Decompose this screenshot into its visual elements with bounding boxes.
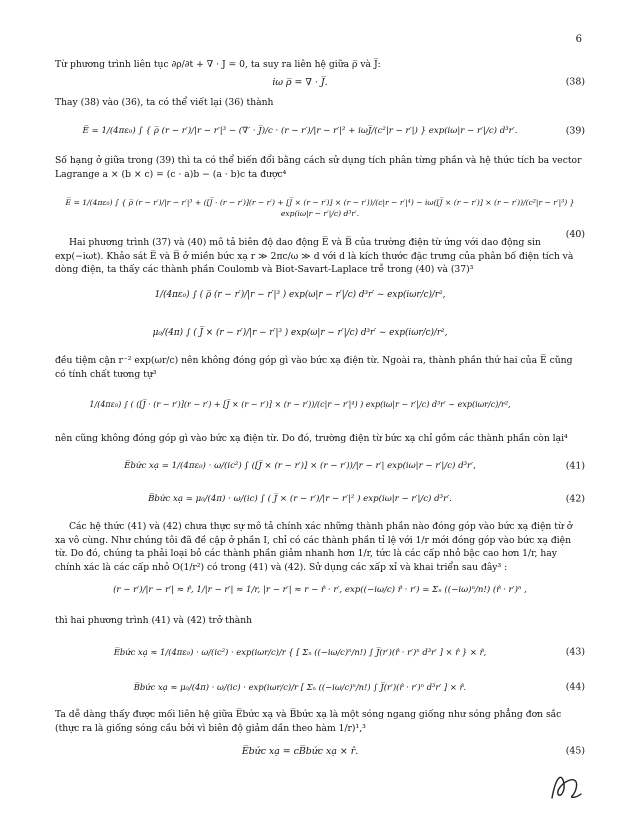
equation-coulomb-expr: 1/(4πε₀) ∫ ( ρ̅ (r − r′)/|r − r′|³ ) exp(ω|r − r′|/c) d³r′ ∼ exp(iωr/c)/r², <box>154 290 446 300</box>
equation-38-expr: iω ρ̅ = ∇ · J̅. <box>272 76 328 88</box>
equation-45 <box>55 740 585 762</box>
equation-43 <box>55 632 585 672</box>
paragraph-substitute: Thay (38) vào (36), ta có thể viết lại (36) thành <box>55 97 274 108</box>
paragraph-continuity: Từ phương trình liên tục ∂ρ/∂t + ∇ · J = 0, ta suy ra liên hệ giữa ρ̅ và J̅: <box>55 59 381 70</box>
paragraph-radiation-zone: Hai phương trình (37) và (40) mô tả biên độ dao động E̅ và B̅ của trường điện từ ứng với dao động sin exp(−iωt). Khảo sát E̅ và B̅ ở miền bức xạ r ≫ 2πc/ω ≫ d với d là kích thước đặc trưng của phân bố điện tích và dòng điện, ta thấy các thành phần Coulomb và Biot-Savart-Laplace trễ trong (40) và (37)³ <box>55 237 574 275</box>
paragraph-far-field: Các hệ thức (41) và (42) chưa thực sự mô tả chính xác những thành phần nào đóng góp vào bức xạ điện từ ở xa vô cùng. Như chúng tôi đã đề cập ở phần I, chỉ có các thành phần tỉ lệ với 1/r mới đóng góp vào bức xạ điện từ. Do đó, chúng ta phải loại bỏ các thành phần giảm nhanh hơn 1/r, tức là các cấp nhỏ bậc cao hơn 1/r, hay chính xác là các cấp nhỏ O(1/r²) có trong (41) và (42). Sử dụng các xấp xỉ và khai triển sau đây³ : <box>55 521 573 573</box>
paragraph-become: thì hai phương trình (41) và (42) trở thành <box>55 615 253 626</box>
equation-biot-asymptotic <box>55 318 585 348</box>
equation-43-number: (43) <box>565 646 585 658</box>
handwritten-signature <box>546 768 586 804</box>
equation-coulomb-asymptotic <box>55 280 585 310</box>
equation-44-expr: B̅bức xạ ≈ μ₀/(4π) · ω/(ic) · exp(iωr/c)/r [ Σₙ ((−iω/c)ⁿ/n!) ∫ J̅(r′)(r̂ · r′)ⁿ d³r′ ] × r̂. <box>133 682 467 692</box>
equation-39-number: (39) <box>565 125 585 137</box>
equation-41 <box>55 448 585 484</box>
equation-44 <box>55 670 585 704</box>
equation-42 <box>55 482 585 516</box>
equation-38-number: (38) <box>565 76 585 88</box>
equation-second-term-asymptotic <box>55 384 585 424</box>
paragraph-second-term: đều tiệm cận r⁻² exp(ωr/c) nên không đóng góp gì vào bức xạ điện từ. Ngoài ra, thành phần thứ hai của E̅ cũng có tính chất tương tự³ <box>55 355 573 380</box>
equation-38 <box>55 70 585 94</box>
equation-40-expr: E̅ = 1/(4πε₀) ∫ { ρ̅ (r − r′)/|r − r′|³ + ([J̅ · (r − r′)](r − r′) + [J̅ × (r − r′)] × (r − r′))/(c|r − r′|⁴) − iω([J̅ × (r − r′)] × (r − r′))/(c²|r − r′|³) } exp(iω|r − r′|/c) d³r′. <box>65 198 575 218</box>
paragraph-lagrange: Số hạng ở giữa trong (39) thì ta có thể biến đổi bằng cách sử dụng tích phân từng phần và hệ thức tích ba vector Lagrange a × (b × c) = (c · a)b − (a · b)c ta được⁴ <box>55 155 582 180</box>
page-number: 6 <box>575 34 582 45</box>
equation-42-number: (42) <box>565 493 585 505</box>
equation-44-number: (44) <box>565 681 585 693</box>
equation-approximations <box>55 574 585 606</box>
equation-second-term-expr: 1/(4πε₀) ∫ ( ([J̅ · (r − r′)](r − r′) + [J̅ × (r − r′)] × (r − r′))/(c|r − r′|⁴) ) exp(iω|r − r′|/c) d³r′ ∼ exp(iωr/c)/r², <box>89 399 511 409</box>
equation-40 <box>55 184 585 240</box>
equation-45-expr: E̅bức xạ = cB̅bức xạ × r̂. <box>241 745 359 757</box>
equation-39-expr: E̅ = 1/(4πε₀) ∫ { ρ̅ (r − r′)/|r − r′|³ − (∇′ · J̅)/c · (r − r′)/|r − r′|² + iωJ̅/(c²|r − r′|) } exp(iω|r − r′|/c) d³r′. <box>82 126 518 136</box>
equation-41-number: (41) <box>565 460 585 472</box>
equation-45-number: (45) <box>565 745 585 757</box>
paragraph-transverse-wave: Ta dễ dàng thấy được mối liên hệ giữa E̅bức xạ và B̅bức xạ là một sóng ngang giống như sóng phẳng đơn sắc (thực ra là giống sóng cầu bởi vì biên độ giảm dần theo hàm 1/r)¹,³ <box>55 709 562 734</box>
equation-biot-expr: μ₀/(4π) ∫ ( J̅ × (r − r′)/|r − r′|³ ) exp(ω|r − r′|/c) d³r′ ∼ exp(iωr/c)/r², <box>152 328 448 338</box>
equation-42-expr: B̅bức xạ = μ₀/(4π) · ω/(ic) ∫ ( J̅ × (r − r′)/|r − r′|² ) exp(iω|r − r′|/c) d³r′. <box>148 494 452 504</box>
equation-39 <box>55 112 585 150</box>
equation-approximations-expr: (r − r′)/|r − r′| ≈ r̂, 1/|r − r′| ≈ 1/r, |r − r′| ≈ r − r̂ · r′, exp((−iω/c) r̂ · r′) = Σₙ ((−iω)ⁿ/n!) (r̂ · r′)ⁿ , <box>113 585 527 595</box>
equation-43-expr: E̅bức xạ ≈ 1/(4πε₀) · ω/(ic²) · exp(iωr/c)/r { [ Σₙ ((−iω/c)ⁿ/n!) ∫ J̅(r′)(r̂ · r′)ⁿ d³r′ ] × r̂ } × r̂, <box>113 647 487 657</box>
equation-40-number: (40) <box>565 229 585 240</box>
equation-41-expr: E̅bức xạ = 1/(4πε₀) · ω/(ic²) ∫ ([J̅ × (r − r′)] × (r − r′))/|r − r′| exp(iω|r − r′|/c) d³r′, <box>124 461 476 471</box>
paragraph-remaining: nên cũng không đóng góp gì vào bức xạ điện từ. Do đó, trường điện từ bức xạ chỉ gồm các thành phần còn lại⁴ <box>55 433 568 444</box>
